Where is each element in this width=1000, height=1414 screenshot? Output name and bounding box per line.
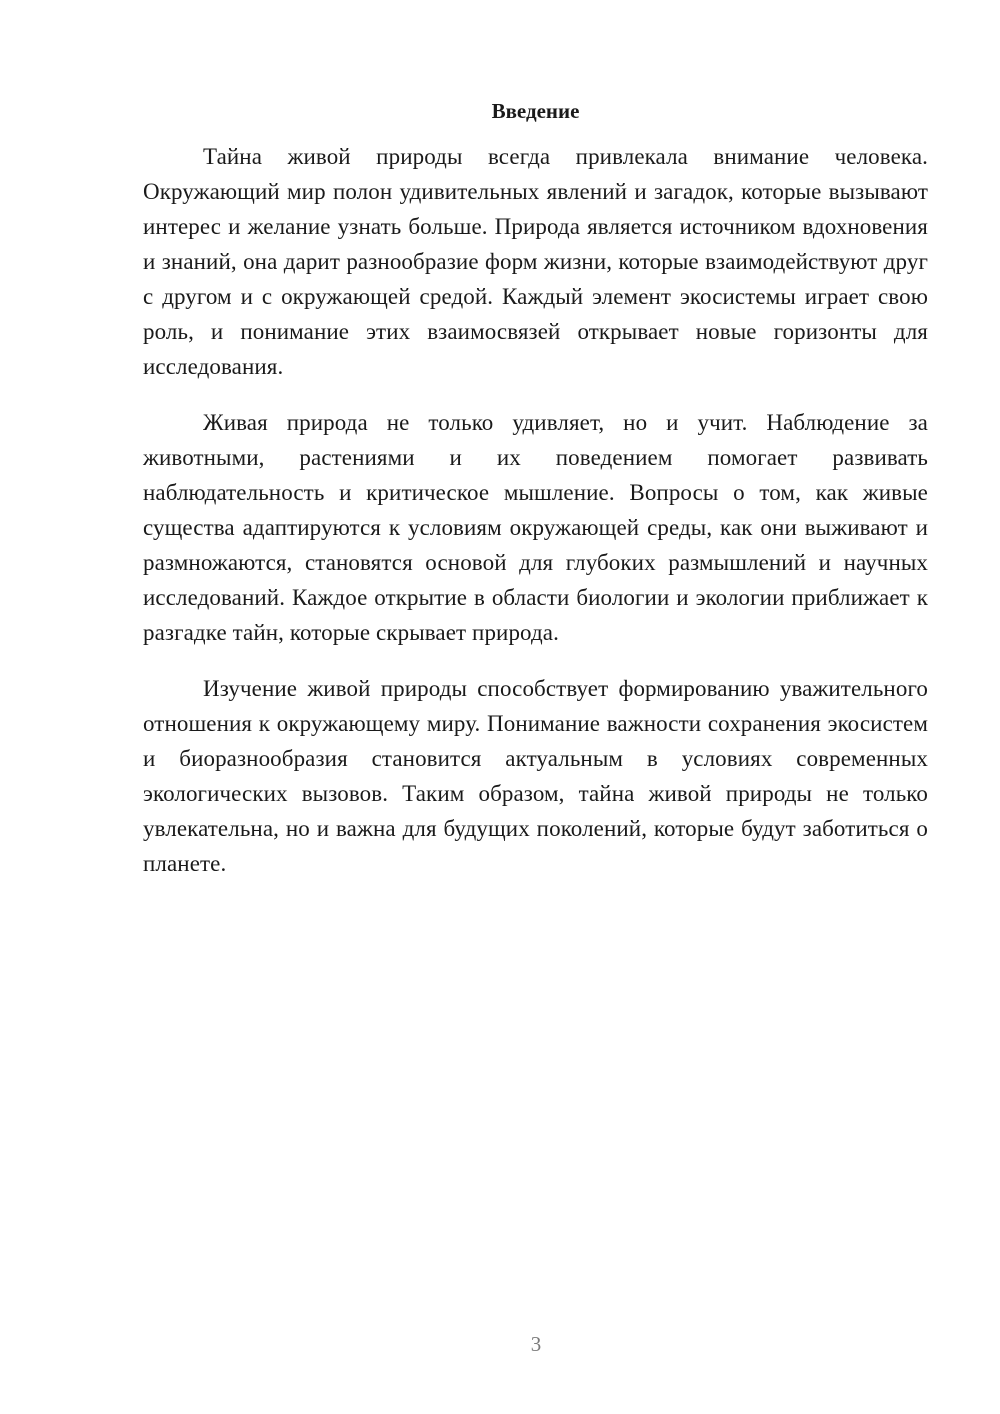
section-heading: Введение <box>491 99 580 123</box>
paragraph-2: Живая природа не только удивляет, но и учит. Наблюдение за животными, растениями и их поведением помогает развивать наблюдательность и критическое мышление. Вопросы о том, как живые существа адаптируются к условиям окружающей среды, как они выживают и размножаются, становятся основой для глубоких размышлений и научных исследований. Каждое открытие в области биологии и экологии приближает к разгадке тайн, которые скрывает природа. <box>143 410 928 645</box>
paragraph-1: Тайна живой природы всегда привлекала внимание человека. Окружающий мир полон удивительных явлений и загадок, которые вызывают интерес и желание узнать больше. Природа является источником вдохновения и знаний, она дарит разнообразие форм жизни, которые взаимодействуют друг с другом и с окружающей средой. Каждый элемент экосистемы играет свою роль, и понимание этих взаимосвязей открывает новые горизонты для исследования. <box>143 144 928 379</box>
paragraph-3: Изучение живой природы способствует формированию уважительного отношения к окружающему миру. Понимание важности сохранения экосистем и биоразнообразия становится актуальным в условиях современных экологических вызовов. Таким образом, тайна живой природы не только увлекательна, но и важна для будущих поколений, которые будут заботиться о планете. <box>143 676 928 876</box>
page-number: 3 <box>530 1332 542 1356</box>
page-content <box>143 97 928 902</box>
